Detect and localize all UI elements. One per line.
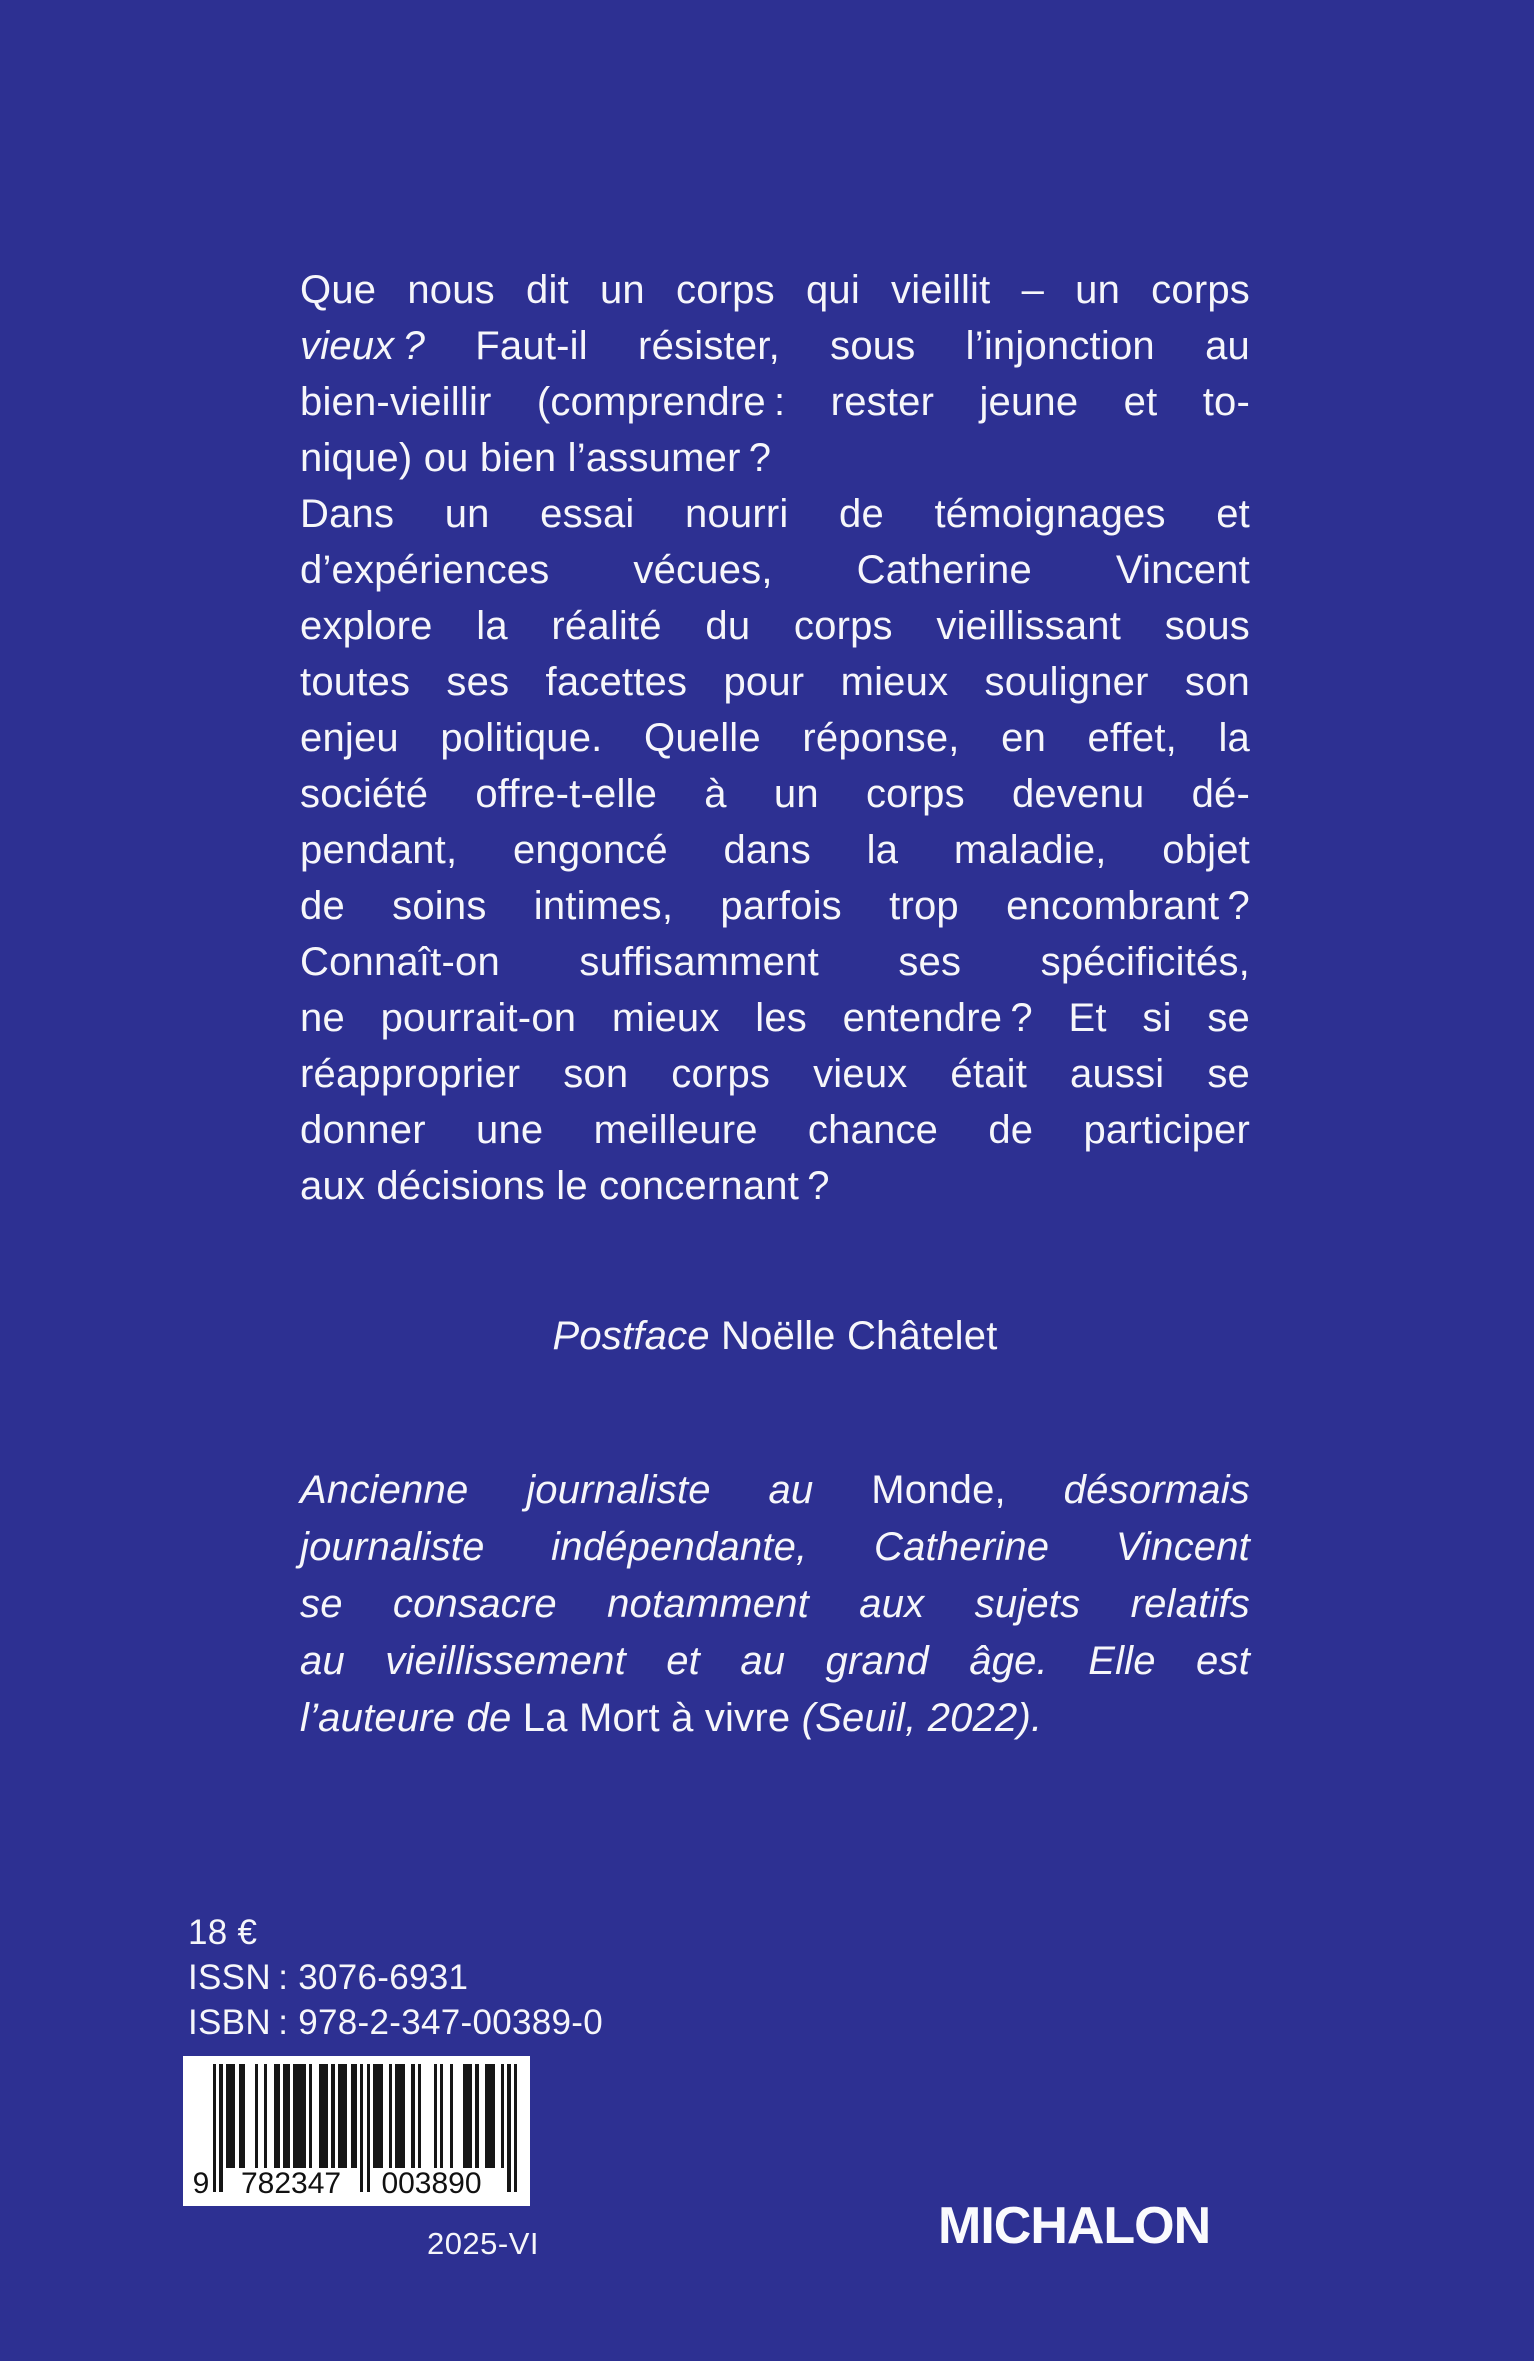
text-line: Ancienne journaliste au Monde, désormais bbox=[300, 1468, 1250, 1512]
author-bio bbox=[300, 1462, 1250, 1747]
text-line: de soins intimes, parfois trop encombrant ? bbox=[300, 884, 1250, 928]
text-line: l’auteure de La Mort à vivre (Seuil, 2022). bbox=[300, 1696, 1043, 1740]
barcode-bar bbox=[239, 2064, 245, 2168]
synopsis-text bbox=[300, 262, 1250, 486]
barcode-bar bbox=[274, 2064, 280, 2168]
barcode-bar bbox=[463, 2064, 473, 2168]
text-line: toutes ses facettes pour mieux souligner son bbox=[300, 660, 1250, 704]
barcode-bar bbox=[373, 2064, 383, 2168]
text-line: pendant, engoncé dans la maladie, objet bbox=[300, 828, 1250, 872]
barcode-bar bbox=[331, 2064, 334, 2168]
barcode-bar bbox=[226, 2064, 236, 2168]
barcode-bar bbox=[440, 2064, 443, 2168]
barcode-bar bbox=[219, 2064, 222, 2192]
barcode-bar bbox=[319, 2064, 329, 2168]
barcode-bar bbox=[255, 2064, 258, 2168]
text-line: explore la réalité du corps vieillissant sous bbox=[300, 604, 1250, 648]
barcode-bar bbox=[264, 2064, 267, 2168]
isbn: ISBN : 978-2-347-00389-0 bbox=[188, 2003, 604, 2042]
text-line: bien-vieillir (comprendre : rester jeune et to- bbox=[300, 380, 1250, 424]
text-line: aux décisions le concernant ? bbox=[300, 1164, 830, 1208]
text-line: enjeu politique. Quelle réponse, en effet, la bbox=[300, 716, 1250, 760]
barcode-bar bbox=[450, 2064, 453, 2168]
barcode-bar bbox=[351, 2064, 357, 2168]
price: 18 € bbox=[188, 1913, 258, 1952]
text-line: Dans un essai nourri de témoignages et bbox=[300, 492, 1250, 536]
text-line: réapproprier son corps vieux était aussi se bbox=[300, 1052, 1250, 1096]
publisher-logo: MICHALON bbox=[938, 2197, 1211, 2255]
barcode-digit-left: 9 bbox=[192, 2167, 210, 2200]
barcode-digits-group1: 782347 bbox=[241, 2167, 342, 2200]
barcode-bar bbox=[501, 2064, 504, 2168]
barcode-bar bbox=[514, 2064, 517, 2192]
barcode-bar bbox=[283, 2064, 289, 2168]
text-line: ne pourrait-on mieux les entendre ? Et si se bbox=[300, 996, 1250, 1040]
text-line: se consacre notamment aux sujets relatifs bbox=[300, 1582, 1250, 1626]
barcode-bar bbox=[507, 2064, 510, 2192]
edition-code: 2025-VI bbox=[426, 2226, 540, 2261]
text-line: donner une meilleure chance de participer bbox=[300, 1108, 1250, 1152]
synopsis-text-2 bbox=[300, 486, 1250, 1214]
text-line: Connaît-on suffisamment ses spécificités, bbox=[300, 940, 1250, 984]
text-line: journaliste indépendante, Catherine Vincent bbox=[300, 1525, 1250, 1569]
text-line: Que nous dit un corps qui vieillit – un corps bbox=[300, 268, 1250, 312]
ean13-barcode bbox=[183, 2056, 530, 2206]
barcode-bar bbox=[338, 2064, 348, 2168]
barcode-bar bbox=[434, 2064, 437, 2168]
text-line: au vieillissement et au grand âge. Elle est bbox=[300, 1639, 1251, 1683]
text-line: Postface Noëlle Châtelet bbox=[552, 1314, 998, 1358]
issn: ISSN : 3076-6931 bbox=[188, 1958, 469, 1997]
barcode-bar bbox=[293, 2064, 306, 2168]
legal-block bbox=[188, 1910, 603, 2045]
barcode-bar bbox=[213, 2064, 216, 2192]
barcode-bar bbox=[395, 2064, 405, 2168]
text-line: société offre-t-elle à un corps devenu dé- bbox=[300, 772, 1250, 816]
postface-credit bbox=[300, 1308, 1250, 1364]
barcode-digits-group2: 003890 bbox=[381, 2167, 482, 2200]
text-line: nique) ou bien l’assumer ? bbox=[300, 436, 772, 480]
barcode-bar bbox=[367, 2064, 370, 2192]
barcode-bar bbox=[485, 2064, 495, 2168]
barcode-bar bbox=[309, 2064, 312, 2168]
text-line: vieux ? Faut-il résister, sous l’injonction au bbox=[300, 324, 1250, 368]
barcode-bar bbox=[475, 2064, 478, 2168]
barcode-bar bbox=[418, 2064, 421, 2168]
text-line: d’expériences vécues, Catherine Vincent bbox=[300, 548, 1250, 592]
barcode-bar bbox=[389, 2064, 392, 2168]
barcode-bar bbox=[360, 2064, 363, 2192]
barcode-bar bbox=[411, 2064, 414, 2168]
